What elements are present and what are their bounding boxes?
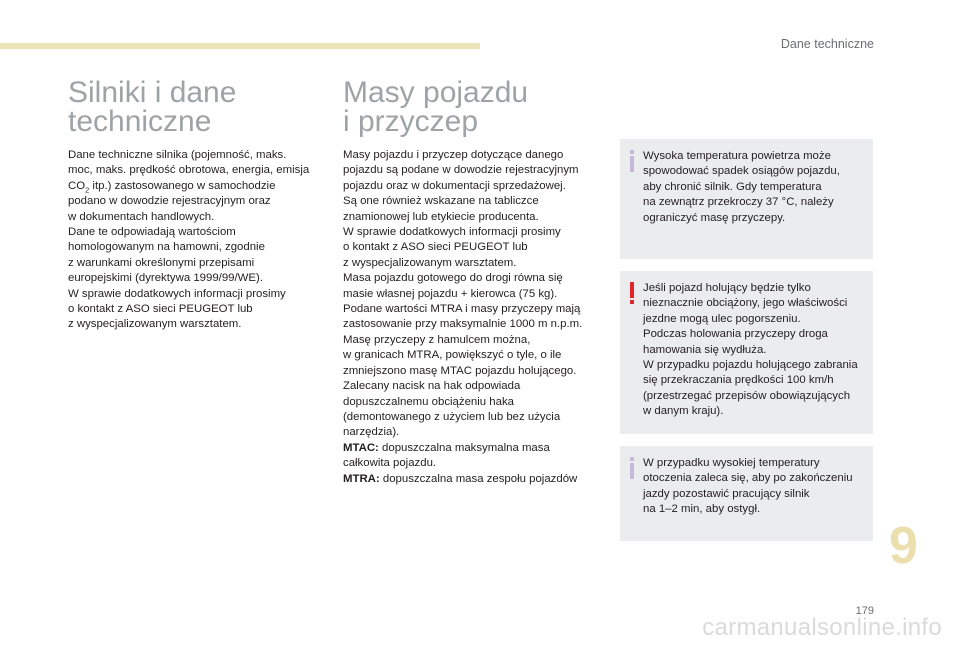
header-rule — [0, 43, 480, 49]
co2-subscript: 2 — [85, 185, 90, 195]
info-icon — [625, 457, 639, 479]
masses-paragraph — [343, 148, 605, 487]
note-box-temperature — [620, 139, 873, 259]
note-box-warning — [620, 271, 873, 434]
mtra-definition: dopuszczalna masa zespołu pojazdów — [379, 472, 578, 485]
masses-section — [343, 78, 605, 487]
engines-text-part1: Dane techniczne silnika (pojemność, maks. moc, maks. prędkość obrotowa, energia, emisja CO — [68, 149, 310, 192]
note-text-warning: Jeśli pojazd holujący będzie tylko nieznacznie obciążony, jego właściwości jezdne mogą ulec pogorszeniu. Podczas holowania przyczepy droga hamowania się wydłuża. W przypadku pojazdu holującego zabrania się przekraczania prędkości 100 km/h (przestrzegać przepisów obowiązujących w danym kraju). — [643, 282, 858, 418]
mtac-definition: dopuszczalna maksymalna masa całkowita pojazdu. — [343, 441, 550, 470]
note-box-cooling — [620, 446, 873, 541]
mtac-label: MTAC: — [343, 441, 379, 454]
info-icon — [625, 150, 639, 172]
engines-heading: Silniki i dane techniczne — [68, 76, 237, 138]
page-number: 179 — [855, 605, 874, 617]
engines-paragraph — [68, 148, 330, 333]
chapter-number: 9 — [889, 517, 918, 575]
note-text-temperature: Wysoka temperatura powietrza może spowodować spadek osiągów pojazdu, aby chronić silnik. Gdy temperatura na zewnątrz przekroczy 37 °C, należy ograniczyć masę przyczepy. — [643, 150, 840, 224]
mtra-label: MTRA: — [343, 472, 380, 485]
warning-icon — [625, 282, 639, 304]
watermark: carmanualsonline.info — [702, 614, 942, 641]
masses-text: Masy pojazdu i przyczep dotyczące danego pojazdu są podane w dowodzie rejestracyjnym pojazdu oraz w dokumentacji sprzedażowej. Są one również wskazane na tabliczce znamionowej lub etykiecie producenta. W sprawie dodatkowych informacji prosimy o kontakt z ASO sieci PEUGEOT lub z wyspecjalizowanym warsztatem. Masa pojazdu gotowego do drogi równa się masie własnej pojazdu + kierowca (75 kg). Podane wartości MTRA i masy przyczepy mają zastosowanie przy maksymalnie 1000 m n.p.m. Masę przyczepy z hamulcem można, w granicach MTRA, powiększyć o tyle, o ile zmniejszono masę MTAC pojazdu holującego. Zalecany nacisk na hak odpowiada dopuszczalnemu obciążeniu haka (demontowanego z użyciem lub bez użycia narzędzia). — [343, 149, 583, 439]
engines-text-part2: itp.) zastosowanego w samochodzie podano w dowodzie rejestracyjnym oraz w dokumentach handlowych. Dane te odpowiadają wartościom homologowanym na hamowni, zgodnie z warunkami określonymi przepisami europejskimi (dyrektywa 1999/99/WE). W sprawie dodatkowych informacji prosimy o kontakt z ASO sieci PEUGEOT lub z wyspecjalizowanym warsztatem. — [68, 179, 286, 331]
engines-section — [68, 78, 330, 333]
masses-heading: Masy pojazdu i przyczep — [343, 76, 529, 138]
note-text-cooling: W przypadku wysokiej temperatury otoczenia zaleca się, aby po zakończeniu jazdy pozostawić pracujący silnik na 1–2 min, aby ostygł. — [643, 457, 853, 516]
section-title: Dane techniczne — [780, 37, 874, 51]
